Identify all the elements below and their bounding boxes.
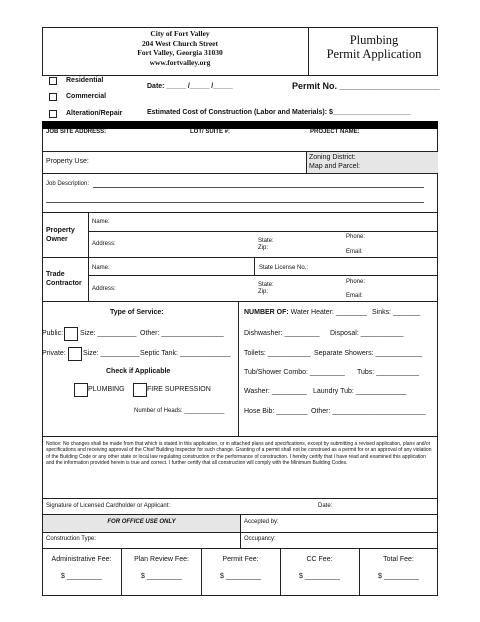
accepted-by-label: Accepted by: [244,519,279,525]
administrative-fee-label: Administrative Fee: [51,556,112,563]
cc-fee-label: CC Fee: [306,556,333,563]
permit-fee-value[interactable]: $ _________ [220,573,261,580]
lot-suite-label: LOT/ SUITE #: [190,129,231,135]
total-fee-value[interactable]: $ _________ [378,573,419,580]
number-of-heads-field[interactable]: Number of Heads: ____________ [134,408,225,414]
laundry-tub-field[interactable]: Laundry Tub: _____________ [313,388,407,395]
trade-contractor-title [46,270,82,288]
city-name: City of Fort Valley [150,29,210,38]
water-heater-field[interactable]: Water Heater: ________ [290,309,368,316]
form-title-line1: Plumbing [349,33,399,47]
check-if-applicable-title: Check if Applicable [106,368,171,375]
property-owner-title-line1: Property [46,227,75,234]
cc-fee-value[interactable]: $ _________ [299,573,340,580]
public-size-field[interactable]: Size: __________ [80,330,137,337]
col-divider [88,212,89,257]
number-of-title: NUMBER OF: [244,309,289,316]
public-label: Public: [42,330,64,337]
hose-bib-field[interactable]: Hose Bib: ________ [244,408,308,415]
washer-field[interactable]: Washer: _________ [244,388,307,395]
contractor-name-label: Name: [92,265,110,271]
alteration-label: Alteration/Repair [66,110,123,117]
office-use-title: FOR OFFICE USE ONLY [107,519,176,525]
plan-review-fee-label: Plan Review Fee: [134,556,189,563]
job-description-label: Job Description: [46,181,90,187]
property-owner-title [46,226,75,244]
fire-supression-label: FIRE SUPRESSION [147,386,211,393]
commercial-checkbox[interactable] [49,93,57,101]
tub-shower-combo-field[interactable]: Tub/Shower Combo: _________ [244,369,345,376]
occupancy-label: Occupancy: [244,536,276,542]
sinks-field[interactable]: Sinks: _______ [372,309,421,316]
zoning-district-label: Zoning District: [309,154,356,161]
total-fee-label: Total Fee: [383,556,414,563]
city-website: www.fortvalley.org [149,57,211,67]
job-site-address-label: JOB SITE ADDRESS: [46,129,107,135]
fixtures-header [244,309,420,316]
dishwasher-field[interactable]: Dishwasher: _________ [244,330,320,337]
contractor-address-label: Address: [92,286,116,292]
col-divider [238,301,239,436]
administrative-fee-value[interactable]: $ _________ [61,573,102,580]
residential-checkbox[interactable] [49,77,57,85]
row-divider [42,257,438,258]
form-title [310,33,438,61]
owner-email-label: Email: [346,249,363,255]
signature-label: Signature of Licensed Cardholder or Applicant: [46,503,171,509]
row-divider [88,231,438,232]
row-divider [42,301,438,302]
city-street: 204 West Church Street [141,38,219,48]
row-divider [42,532,438,533]
state-license-label: State License No.: [259,265,309,271]
septic-tank-field[interactable]: Septic Tank: _____________ [140,350,231,357]
site-header-bar [42,121,438,129]
project-name-label: PROJECT NAME: [310,129,360,135]
trade-contractor-title-line2: Contractor [46,280,82,287]
toilets-field[interactable]: Toilets: ___________ [244,350,311,357]
contractor-zip-label: Zip: [258,289,269,295]
private-checkbox[interactable] [68,347,82,361]
permit-number-field[interactable]: Permit No. ____________________ [292,81,440,91]
public-other-field[interactable]: Other: ________________ [140,330,224,337]
owner-state-label: State: [258,238,274,244]
public-checkbox[interactable] [64,327,78,341]
separate-showers-field[interactable]: Separate Showers: ____________ [314,350,423,357]
row-divider [88,275,438,276]
disposal-field[interactable]: Disposal: ___________ [330,330,404,337]
col-divider [240,514,241,548]
owner-phone-label: Phone: [346,234,366,240]
alteration-checkbox[interactable] [49,110,57,118]
contractor-email-label: Email: [346,293,363,299]
job-description-line-1[interactable] [93,187,424,188]
row-divider [42,548,438,549]
row-divider [42,173,438,174]
property-use-label: Property Use: [46,158,89,165]
trade-contractor-title-line1: Trade [46,271,65,278]
plan-review-fee-value[interactable]: $ _________ [141,573,182,580]
fire-supression-checkbox[interactable] [133,383,147,397]
estimated-cost-field[interactable]: Estimated Cost of Construction (Labor and Materials): $____________________ [147,109,411,116]
private-label: Private: [42,350,66,357]
col-divider [254,257,255,275]
plumbing-label: PLUMBING [88,386,125,393]
map-parcel-label: Map and Parcel: [309,163,360,170]
form-title-line2: Permit Application [326,47,422,61]
type-of-service-title: Type of Service: [110,309,164,316]
signature-date-label: Date: [318,503,333,509]
row-divider [42,498,438,499]
residential-label: Residential [66,77,104,84]
contractor-state-label: State: [258,282,274,288]
contractor-phone-label: Phone: [346,279,366,285]
row-divider [42,436,438,437]
notice-text: Notice: No changes shall be made from that which is stated in this application, or in attached plans and specifications, except by submitting a revised application, plans and/or specifications and receiving approval of the Chief Building Inspector for such change. Granting of a permit shall not be construed as a permit for or an approval of any violation of the Building Code or any other state or local law regulating construction or the performance of construction. I hereby certify that I have read and examined this application and the information provided herein is true and correct. I further certify that all construction will comply with the Minimum Building Codes. [46,441,432,466]
header-divider [308,27,309,76]
owner-zip-label: Zip: [258,245,269,251]
owner-name-label: Name: [92,219,110,225]
tubs-field[interactable]: Tubs: ___________ [357,369,420,376]
col-divider [88,257,89,301]
commercial-label: Commercial [66,93,107,100]
other-fixtures-field[interactable]: Other: ________________________ [311,408,426,415]
private-size-field[interactable]: Size: __________ [83,350,140,357]
job-description-line-2[interactable] [46,202,424,203]
city-state-zip: Fort Valley, Georgia 31030 [137,48,223,57]
construction-type-label: Construction Type: [46,536,96,542]
owner-address-label: Address: [92,241,116,247]
city-address-block [110,29,250,67]
date-field[interactable]: Date: _____ /_____ /_____ [147,83,233,90]
plumbing-checkbox[interactable] [74,383,88,397]
row-divider [42,212,438,213]
permit-fee-label: Permit Fee: [222,556,259,563]
property-owner-title-line2: Owner [46,236,68,243]
